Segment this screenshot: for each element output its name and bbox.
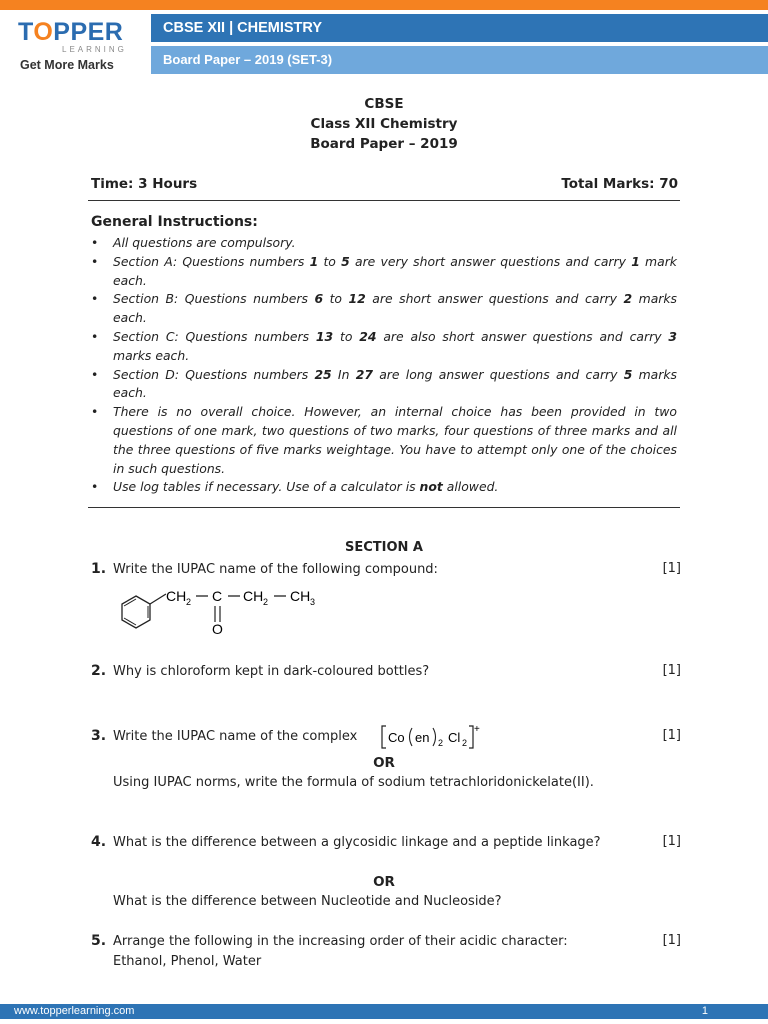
title-line-2: Class XII Chemistry: [310, 116, 458, 132]
svg-text:CH: CH: [243, 588, 264, 604]
instruction-item: • All questions are compulsory.: [91, 234, 677, 253]
instruction-item: • Section B: Questions numbers 6 to 12 are short answer questions and carry 2 marks each.: [91, 290, 677, 328]
svg-text:en: en: [415, 730, 430, 745]
svg-text:2: 2: [186, 597, 192, 607]
svg-text:2: 2: [462, 738, 468, 748]
question-5-options: Ethanol, Phenol, Water: [113, 954, 262, 969]
svg-text:Co: Co: [388, 730, 405, 745]
svg-text:2: 2: [438, 738, 444, 748]
svg-text:Cl: Cl: [448, 730, 461, 745]
topper-logo: TOPPER LEARNING Get More Marks: [18, 18, 127, 72]
paper-header: Board Paper – 2019 (SET-3): [151, 46, 768, 74]
divider-top: [88, 200, 680, 201]
title-line-1: CBSE: [364, 96, 404, 112]
question-5: 5. Arrange the following in the increasing order of their acidic character: [1]: [91, 933, 681, 949]
top-accent-bar: [0, 0, 768, 10]
svg-text:2: 2: [263, 597, 269, 607]
question-3-alt: Using IUPAC norms, write the formula of sodium tetrachloridonickelate(II).: [113, 775, 594, 790]
instructions-heading: General Instructions:: [91, 214, 258, 230]
question-1: 1. Write the IUPAC name of the following compound: [1]: [91, 561, 681, 577]
instruction-item: • There is no overall choice. However, an internal choice has been provided in two questions of one mark, two questions of two marks, four questions of three marks and all the three questions of five marks weightage. You have to attempt only one of the choices in such questions.: [91, 403, 677, 478]
question-4: 4. What is the difference between a glycosidic linkage and a peptide linkage? [1]: [91, 834, 681, 850]
instruction-item: • Section A: Questions numbers 1 to 5 are very short answer questions and carry 1 mark each.: [91, 253, 677, 291]
subject-header: CBSE XII | CHEMISTRY: [151, 14, 768, 42]
instruction-item: • Use log tables if necessary. Use of a calculator is not allowed.: [91, 478, 677, 497]
svg-text:3: 3: [310, 597, 316, 607]
footer-url[interactable]: www.topperlearning.com: [14, 1005, 135, 1017]
title-line-3: Board Paper – 2019: [310, 136, 458, 152]
instructions-list: [91, 234, 677, 497]
page-number: 1: [701, 1005, 708, 1017]
complex-formula: [378, 722, 488, 752]
question-4-alt: What is the difference between Nucleotide and Nucleoside?: [113, 894, 502, 909]
svg-text:O: O: [212, 621, 223, 637]
question-3: 3. Write the IUPAC name of the complex [1]: [91, 728, 681, 744]
instruction-item: • Section D: Questions numbers 25 In 27 are long answer questions and carry 5 marks each.: [91, 366, 677, 404]
or-q4: OR: [373, 874, 395, 890]
footer-bar: [0, 1004, 768, 1019]
svg-text:CH: CH: [166, 588, 187, 604]
svg-text:CH: CH: [290, 588, 311, 604]
total-marks: Total Marks: 70: [561, 176, 678, 192]
time-allowed: Time: 3 Hours: [91, 176, 198, 192]
compound-structure: [112, 582, 352, 642]
section-a-heading: SECTION A: [344, 540, 423, 555]
or-q3: OR: [373, 755, 395, 771]
svg-text:C: C: [212, 588, 223, 604]
divider-bottom: [88, 507, 680, 508]
instruction-item: • Section C: Questions numbers 13 to 24 are also short answer questions and carry 3 marks each.: [91, 328, 677, 366]
svg-text:+: +: [474, 724, 480, 735]
question-2: 2. Why is chloroform kept in dark-coloured bottles? [1]: [91, 663, 681, 679]
